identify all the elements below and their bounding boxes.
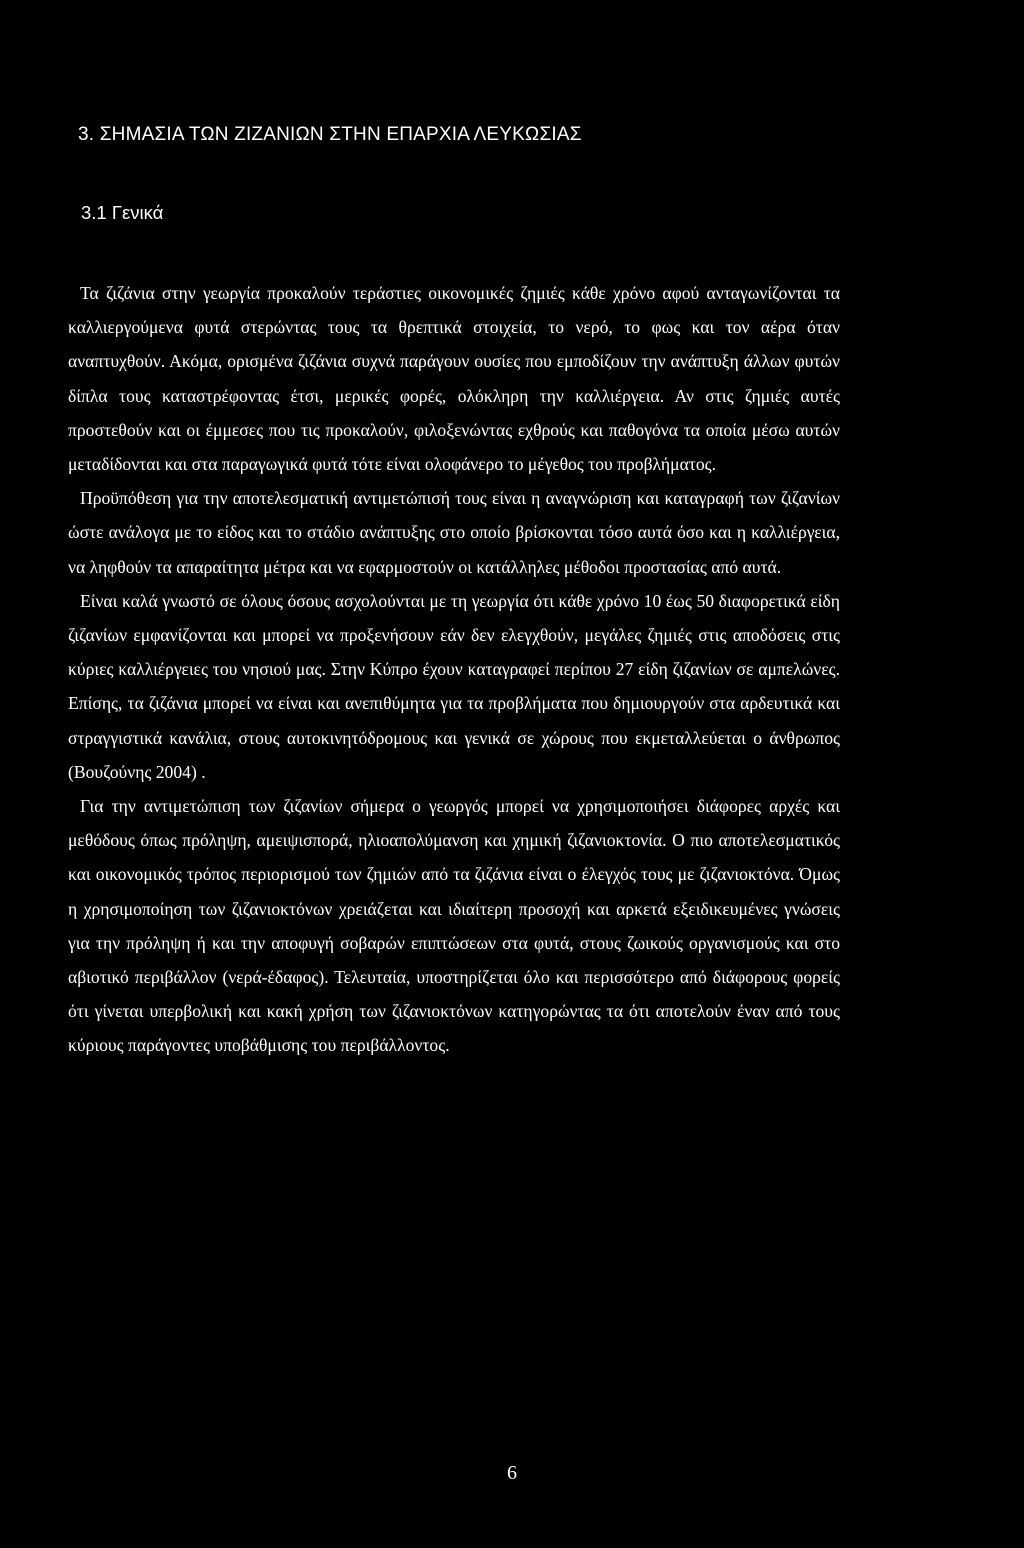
body-text — [68, 276, 840, 1063]
paragraph-weed-damage: Τα ζιζάνια στην γεωργία προκαλούν τεράστιες οικονομικές ζημιές κάθε χρόνο αφού ανταγωνίζονται τα καλλιεργούμενα φυτά στερώντας τους τα θρεπτικά στοιχεία, το νερό, το φως και τον αέρα όταν αναπτυχθούν. Ακόμα, ορισμένα ζιζάνια συχνά παράγουν ουσίες που εμποδίζουν την ανάπτυξη άλλων φυτών δίπλα τους καταστρέφοντας έτσι, μερικές φορές, ολόκληρη την καλλιέργεια. Αν στις ζημιές αυτές προστεθούν και οι έμμεσες που τις προκαλούν, φιλοξενώντας εχθρούς και παθογόνα τα οποία μέσω αυτών μεταδίδονται και στα παραγωγικά φυτά τότε είναι ολοφάνερο το μέγεθος του προβλήματος. — [68, 283, 840, 475]
paragraph-weed-species: Είναι καλά γνωστό σε όλους όσους ασχολούνται με τη γεωργία ότι κάθε χρόνο 10 έως 50 διαφορετικά είδη ζιζανίων εμφανίζονται και μπορεί να προξενήσουν εάν δεν ελεγχθούν, μεγάλες ζημιές στις αποδόσεις στις κύριες καλλιέργειες του νησιού μας. Στην Κύπρο έχουν καταγραφεί περίπου 27 είδη ζιζανίων σε αμπελώνες. Επίσης, τα ζιζάνια μπορεί να είναι και ανεπιθύμητα για τα προβλήματα που δημιουργούν στα αρδευτικά και στραγγιστικά κανάλια, στους αυτοκινητόδρομους και γενικά σε χώρους που εκμεταλλεύεται ο άνθρωπος (Βουζούνης 2004) . — [68, 590, 840, 782]
paragraph-herbicides: Για την αντιμετώπιση των ζιζανίων σήμερα ο γεωργός μπορεί να χρησιμοποιήσει διάφορες αρχές και μεθόδους όπως πρόληψη, αμειψισπορά, ηλιοαπολύμανση και χημική ζιζανιοκτονία. Ο πιο αποτελεσματικός και οικονομικός τρόπος περιορισμού των ζημιών από τα ζιζάνια είναι ο έλεγχός τους με ζιζανιοκτόνα. Όμως η χρησιμοποίηση των ζιζανιοκτόνων χρειάζεται και ιδιαίτερη προσοχή και αρκετά εξειδικευμένες γνώσεις για την πρόληψη ή και την αποφυγή σοβαρών επιπτώσεων στα φυτά, στους ζωικούς οργανισμούς και στο αβιοτικό περιβάλλον (νερά-έδαφος). Τελευταία, υποστηρίζεται όλο και περισσότερο από διάφορους φορείς ότι γίνεται υπερβολική και κακή χρήση των ζιζανιοκτόνων κατηγορώντας τα ότι αποτελούν έναν από τους κύριους παράγοντες υποβάθμισης του περιβάλλοντος. — [68, 796, 840, 1056]
page-number: 6 — [507, 1462, 517, 1484]
section-heading: 3.1 Γενικά — [81, 202, 164, 223]
paragraph-identification: Προϋπόθεση για την αποτελεσματική αντιμετώπισή τους είναι η αναγνώριση και καταγραφή των ζιζανίων ώστε ανάλογα με το είδος και το στάδιο ανάπτυξης στο οποίο βρίσκονται τόσο αυτά όσο και η καλλιέργεια, να ληφθούν τα απαραίτητα μέτρα και να εφαρμοστούν οι κατάλληλες μέθοδοι προστασίας από αυτά. — [68, 488, 840, 577]
chapter-heading: 3. ΣΗΜΑΣΙΑ ΤΩΝ ΖΙΖΑΝΙΩΝ ΣΤΗΝ ΕΠΑΡΧΙΑ ΛΕΥΚΩΣΙΑΣ — [78, 124, 582, 145]
